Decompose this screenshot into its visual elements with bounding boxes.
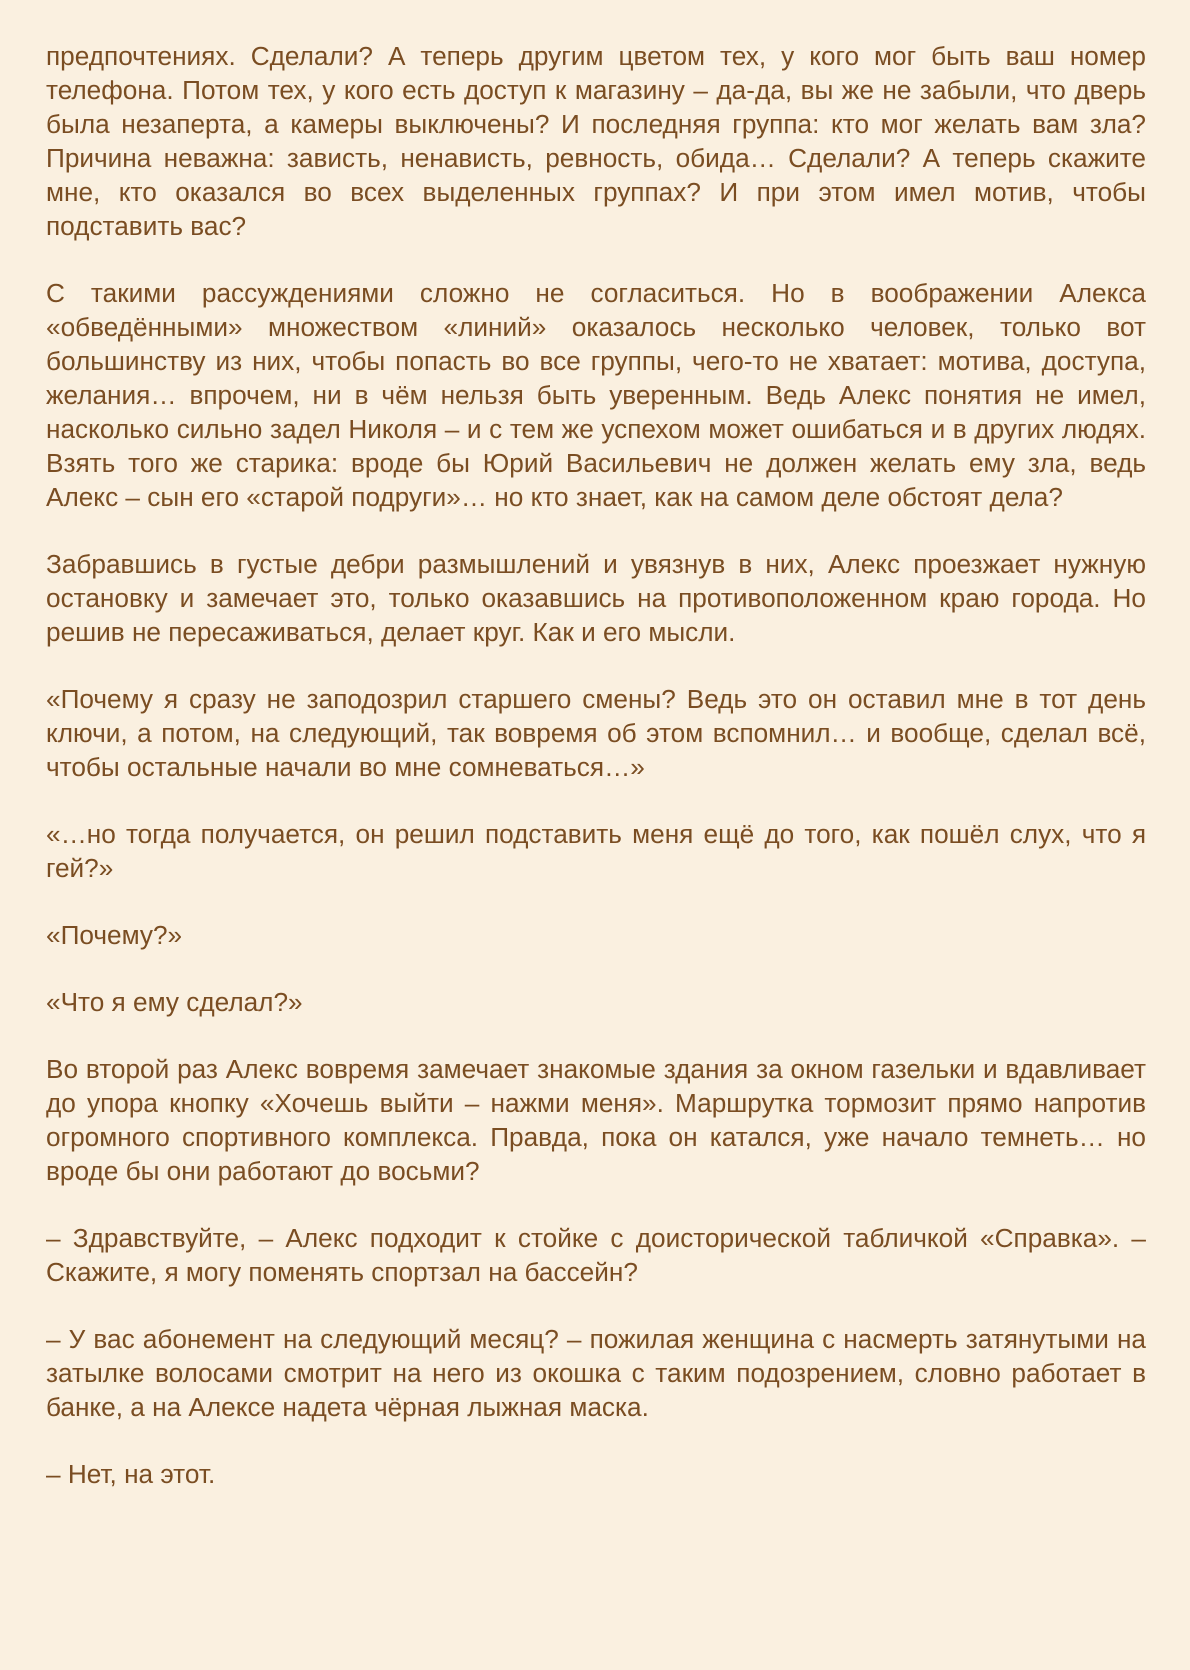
paragraph-3: Забравшись в густые дебри размышлений и увязнув в них, Алекс проезжает нужную остановку и замечает это, только оказавшись на противоположенном краю города. Но решив не пересаживаться, делает круг. Как и его мысли. bbox=[46, 549, 1146, 647]
paragraph-5: «…но тогда получается, он решил подставить меня ещё до того, как пошёл слух, что я гей?» bbox=[46, 819, 1146, 883]
paragraph-1: предпочтениях. Сделали? А теперь другим цветом тех, у кого мог быть ваш номер телефона. Потом тех, у кого есть доступ к магазину – да-да, вы же не забыли, что дверь была незаперта, а камеры выключены? И последняя группа: кто мог желать вам зла? Причина неважна: зависть, ненависть, ревность, обида… Сделали? А теперь скажите мне, кто оказался во всех выделенных группах? И при этом имел мотив, чтобы подставить вас? bbox=[46, 41, 1146, 241]
paragraph-8: Во второй раз Алекс вовремя замечает знакомые здания за окном газельки и вдавливает до упора кнопку «Хочешь выйти – нажми меня». Маршрутка тормозит прямо напротив огромного спортивного комплекса. Правда, пока он катался, уже начало темнеть… но вроде бы они работают до восьми? bbox=[46, 1054, 1146, 1186]
paragraph-9: – Здравствуйте, – Алекс подходит к стойке с доисторической табличкой «Справка». – Скажите, я могу поменять спортзал на бассейн? bbox=[46, 1223, 1146, 1287]
paragraph-11: – Нет, на этот. bbox=[46, 1459, 216, 1489]
paragraph-2: С такими рассуждениями сложно не согласиться. Но в воображении Алекса «обведёнными» множеством «линий» оказалось несколько человек, только вот большинству из них, чтобы попасть во все группы, чего-то не хватает: мотива, доступа, желания… впрочем, ни в чём нельзя быть уверенным. Ведь Алекс понятия не имел, насколько сильно задел Николя – и с тем же успехом может ошибаться и в других людях. Взять того же старика: вроде бы Юрий Васильевич не должен желать ему зла, ведь Алекс – сын его «старой подруги»… но кто знает, как на самом деле обстоят дела? bbox=[46, 278, 1146, 512]
paragraph-6: «Почему?» bbox=[46, 920, 183, 950]
paragraph-10: – У вас абонемент на следующий месяц? – пожилая женщина с насмерть затянутыми на затылке волосами смотрит на него из окошка с таким подозрением, словно работает в банке, а на Алексе надета чёрная лыжная маска. bbox=[46, 1324, 1146, 1422]
paragraph-4: «Почему я сразу не заподозрил старшего смены? Ведь это он оставил мне в тот день ключи, а потом, на следующий, так вовремя об этом вспомнил… и вообще, сделал всё, чтобы остальные начали во мне сомневаться…» bbox=[46, 684, 1146, 782]
paragraph-7: «Что я ему сделал?» bbox=[46, 987, 303, 1017]
